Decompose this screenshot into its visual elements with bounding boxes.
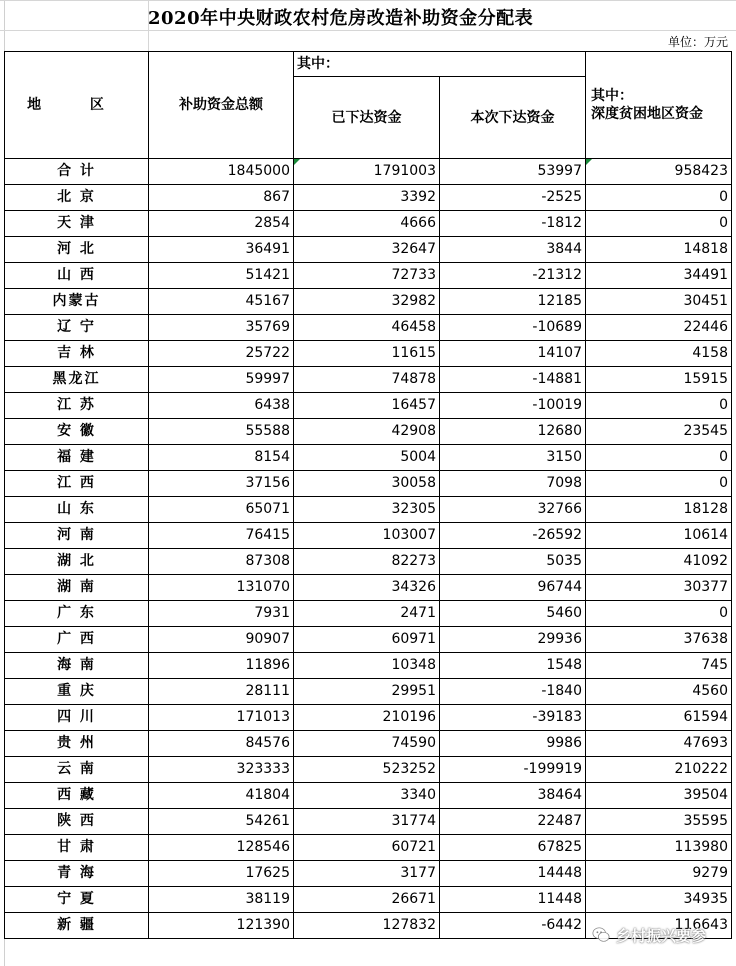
- table-row: [5, 705, 732, 731]
- table-row: [5, 523, 732, 549]
- current-cell: -1812: [440, 211, 586, 237]
- header-row: [5, 52, 732, 77]
- issued-cell: 60971: [294, 627, 440, 653]
- total-cell: 51421: [149, 263, 294, 289]
- table-row: [5, 731, 732, 757]
- region-cell: 北 京: [5, 185, 149, 211]
- header-issued: 已下达资金: [294, 77, 440, 159]
- region-cell: 湖 北: [5, 549, 149, 575]
- table-row: [5, 783, 732, 809]
- issued-cell: 4666: [294, 211, 440, 237]
- current-cell: -39183: [440, 705, 586, 731]
- issued-cell: 523252: [294, 757, 440, 783]
- allocation-table: [4, 51, 732, 939]
- table-title: 2020年中央财政农村危房改造补助资金分配表: [148, 8, 534, 29]
- region-cell: 贵 州: [5, 731, 149, 757]
- total-cell: 17625: [149, 861, 294, 887]
- total-cell: 121390: [149, 913, 294, 939]
- region-cell: 内蒙古: [5, 289, 149, 315]
- issued-cell: 26671: [294, 887, 440, 913]
- total-row: [5, 159, 732, 185]
- current-cell: 29936: [440, 627, 586, 653]
- table-row: [5, 809, 732, 835]
- header-poverty-line2: 深度贫困地区资金: [591, 106, 703, 122]
- table-row: [5, 835, 732, 861]
- total-cell: 28111: [149, 679, 294, 705]
- region-cell: 广 东: [5, 601, 149, 627]
- current-cell: -21312: [440, 263, 586, 289]
- poverty-cell: 958423: [586, 159, 732, 185]
- region-cell: 天 津: [5, 211, 149, 237]
- poverty-cell: 9279: [586, 861, 732, 887]
- issued-cell: 74590: [294, 731, 440, 757]
- total-cell: 867: [149, 185, 294, 211]
- region-cell: 湖 南: [5, 575, 149, 601]
- total-cell: 87308: [149, 549, 294, 575]
- poverty-cell: 39504: [586, 783, 732, 809]
- current-cell: 12680: [440, 419, 586, 445]
- issued-cell: 72733: [294, 263, 440, 289]
- total-cell: 36491: [149, 237, 294, 263]
- region-cell: 福 建: [5, 445, 149, 471]
- total-cell: 8154: [149, 445, 294, 471]
- total-cell: 37156: [149, 471, 294, 497]
- table-row: [5, 653, 732, 679]
- poverty-cell: 0: [586, 393, 732, 419]
- poverty-cell: 745: [586, 653, 732, 679]
- table-row: [5, 757, 732, 783]
- grid-line: [0, 30, 736, 31]
- table-row: [5, 549, 732, 575]
- current-cell: 67825: [440, 835, 586, 861]
- issued-cell: 127832: [294, 913, 440, 939]
- total-cell: 131070: [149, 575, 294, 601]
- issued-cell: 2471: [294, 601, 440, 627]
- region-cell: 安 徽: [5, 419, 149, 445]
- issued-cell: 29951: [294, 679, 440, 705]
- issued-cell: 82273: [294, 549, 440, 575]
- current-cell: 5035: [440, 549, 586, 575]
- region-cell: 江 西: [5, 471, 149, 497]
- issued-cell: 31774: [294, 809, 440, 835]
- region-cell: 西 藏: [5, 783, 149, 809]
- current-cell: 14448: [440, 861, 586, 887]
- total-cell: 2854: [149, 211, 294, 237]
- table-row: [5, 341, 732, 367]
- region-cell: 辽 宁: [5, 315, 149, 341]
- poverty-cell: 37638: [586, 627, 732, 653]
- issued-cell: 34326: [294, 575, 440, 601]
- region-cell: 山 西: [5, 263, 149, 289]
- poverty-cell: 0: [586, 471, 732, 497]
- table-row: [5, 185, 732, 211]
- issued-cell: 42908: [294, 419, 440, 445]
- total-cell: 90907: [149, 627, 294, 653]
- header-current: 本次下达资金: [440, 77, 586, 159]
- current-cell: 5460: [440, 601, 586, 627]
- region-cell: 江 苏: [5, 393, 149, 419]
- current-cell: -26592: [440, 523, 586, 549]
- issued-cell: 1791003: [294, 159, 440, 185]
- table-row: [5, 367, 732, 393]
- total-cell: 1845000: [149, 159, 294, 185]
- table-row: [5, 861, 732, 887]
- poverty-cell: 0: [586, 601, 732, 627]
- issued-cell: 11615: [294, 341, 440, 367]
- current-cell: 38464: [440, 783, 586, 809]
- issued-cell: 32982: [294, 289, 440, 315]
- header-total: 补助资金总额: [149, 52, 294, 159]
- current-cell: 96744: [440, 575, 586, 601]
- current-cell: 32766: [440, 497, 586, 523]
- current-cell: 9986: [440, 731, 586, 757]
- issued-cell: 16457: [294, 393, 440, 419]
- poverty-cell: 18128: [586, 497, 732, 523]
- poverty-cell: 22446: [586, 315, 732, 341]
- current-cell: -10019: [440, 393, 586, 419]
- table-row: [5, 393, 732, 419]
- total-cell: 7931: [149, 601, 294, 627]
- total-cell: 65071: [149, 497, 294, 523]
- issued-cell: 3392: [294, 185, 440, 211]
- total-cell: 59997: [149, 367, 294, 393]
- watermark-text: 乡村振兴要参: [616, 926, 707, 945]
- poverty-cell: 116643: [586, 913, 732, 939]
- issued-cell: 74878: [294, 367, 440, 393]
- region-cell: 河 南: [5, 523, 149, 549]
- issued-cell: 5004: [294, 445, 440, 471]
- issued-cell: 30058: [294, 471, 440, 497]
- poverty-cell: 0: [586, 211, 732, 237]
- table-row: [5, 471, 732, 497]
- poverty-cell: 41092: [586, 549, 732, 575]
- current-cell: -10689: [440, 315, 586, 341]
- table-row: [5, 289, 732, 315]
- current-cell: 12185: [440, 289, 586, 315]
- region-cell: 陕 西: [5, 809, 149, 835]
- poverty-cell: 4560: [586, 679, 732, 705]
- table-row: [5, 887, 732, 913]
- region-cell: 重 庆: [5, 679, 149, 705]
- total-cell: 35769: [149, 315, 294, 341]
- current-cell: 3844: [440, 237, 586, 263]
- poverty-cell: 61594: [586, 705, 732, 731]
- table-row: [5, 211, 732, 237]
- total-cell: 171013: [149, 705, 294, 731]
- total-cell: 128546: [149, 835, 294, 861]
- table-row: [5, 497, 732, 523]
- current-cell: 7098: [440, 471, 586, 497]
- region-cell: 甘 肃: [5, 835, 149, 861]
- table-row: [5, 445, 732, 471]
- current-cell: 14107: [440, 341, 586, 367]
- poverty-cell: 34935: [586, 887, 732, 913]
- poverty-cell: 15915: [586, 367, 732, 393]
- poverty-cell: 34491: [586, 263, 732, 289]
- poverty-cell: 113980: [586, 835, 732, 861]
- region-cell: 海 南: [5, 653, 149, 679]
- current-cell: 11448: [440, 887, 586, 913]
- current-cell: 22487: [440, 809, 586, 835]
- poverty-cell: 210222: [586, 757, 732, 783]
- region-cell: 合 计: [5, 159, 149, 185]
- region-cell: 云 南: [5, 757, 149, 783]
- region-cell: 吉 林: [5, 341, 149, 367]
- poverty-cell: 0: [586, 185, 732, 211]
- table-row: [5, 263, 732, 289]
- region-cell: 河 北: [5, 237, 149, 263]
- current-cell: 53997: [440, 159, 586, 185]
- issued-cell: 32647: [294, 237, 440, 263]
- wechat-icon: [592, 926, 610, 944]
- total-cell: 41804: [149, 783, 294, 809]
- region-cell: 山 东: [5, 497, 149, 523]
- current-cell: -199919: [440, 757, 586, 783]
- total-cell: 54261: [149, 809, 294, 835]
- header-poverty: [586, 52, 732, 159]
- total-cell: 6438: [149, 393, 294, 419]
- table-row: [5, 315, 732, 341]
- region-cell: 青 海: [5, 861, 149, 887]
- region-cell: 宁 夏: [5, 887, 149, 913]
- table-row: [5, 237, 732, 263]
- total-cell: 11896: [149, 653, 294, 679]
- current-cell: 3150: [440, 445, 586, 471]
- current-cell: -1840: [440, 679, 586, 705]
- header-of-which: 其中：: [294, 52, 586, 77]
- poverty-cell: 0: [586, 445, 732, 471]
- poverty-cell: 4158: [586, 341, 732, 367]
- issued-cell: 3340: [294, 783, 440, 809]
- total-cell: 323333: [149, 757, 294, 783]
- total-cell: 84576: [149, 731, 294, 757]
- table-row: [5, 601, 732, 627]
- issued-cell: 103007: [294, 523, 440, 549]
- table-row: [5, 419, 732, 445]
- table-row: [5, 679, 732, 705]
- current-cell: -2525: [440, 185, 586, 211]
- unit-label: 单位：万元: [667, 35, 728, 49]
- poverty-cell: 10614: [586, 523, 732, 549]
- current-cell: 1548: [440, 653, 586, 679]
- issued-cell: 60721: [294, 835, 440, 861]
- current-cell: -14881: [440, 367, 586, 393]
- issued-cell: 3177: [294, 861, 440, 887]
- poverty-cell: 47693: [586, 731, 732, 757]
- region-cell: 四 川: [5, 705, 149, 731]
- issued-cell: 10348: [294, 653, 440, 679]
- total-cell: 45167: [149, 289, 294, 315]
- total-cell: 55588: [149, 419, 294, 445]
- total-cell: 76415: [149, 523, 294, 549]
- issued-cell: 210196: [294, 705, 440, 731]
- table-row: [5, 627, 732, 653]
- issued-cell: 46458: [294, 315, 440, 341]
- grid-line: [0, 0, 736, 1]
- region-cell: 新 疆: [5, 913, 149, 939]
- header-region: 地 区: [5, 52, 149, 159]
- current-cell: -6442: [440, 913, 586, 939]
- poverty-cell: 30451: [586, 289, 732, 315]
- total-cell: 25722: [149, 341, 294, 367]
- issued-cell: 32305: [294, 497, 440, 523]
- poverty-cell: 35595: [586, 809, 732, 835]
- total-cell: 38119: [149, 887, 294, 913]
- poverty-cell: 30377: [586, 575, 732, 601]
- table-row: [5, 575, 732, 601]
- poverty-cell: 23545: [586, 419, 732, 445]
- poverty-cell: 14818: [586, 237, 732, 263]
- watermark: [592, 920, 732, 950]
- header-poverty-line1: 其中：: [591, 88, 633, 104]
- region-cell: 黑龙江: [5, 367, 149, 393]
- region-cell: 广 西: [5, 627, 149, 653]
